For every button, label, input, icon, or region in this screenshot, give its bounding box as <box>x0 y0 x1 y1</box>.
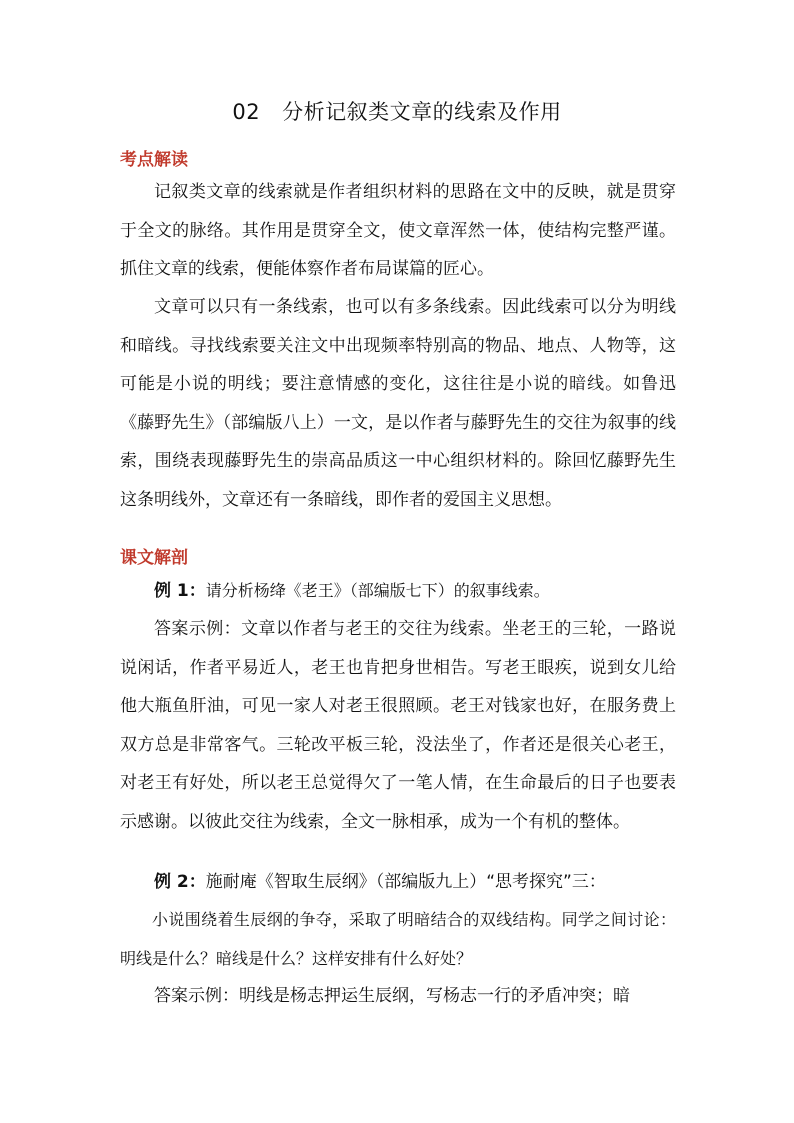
answer-1: 答案示例：文章以作者与老王的交往为线索。坐老王的三轮，一路说说闲话，作者平易近人，老王也肯把身世相告。写老王眼疾，说到女儿给他大瓶鱼肝油，可见一家人对老王很照顾。老王对钱家也好，在服务费上双方总是非常客气。三轮改平板三轮，没法坐了，作者还是很关心老王，对老王有好处，所以老王总觉得欠了一笔人情，在生命最后的日子也要表示感谢。以彼此交往为线索，全文一脉相承，成为一个有机的整体。 <box>120 619 676 832</box>
example-2-label: 例 2： <box>154 872 206 892</box>
section-heading-kewen: 课文解剖 <box>120 548 188 568</box>
example-1-label: 例 1： <box>154 581 206 601</box>
title-number: 02 <box>232 100 261 124</box>
title-text: 分析记叙类文章的线索及作用 <box>282 100 562 124</box>
paragraph-clue-types: 文章可以只有一条线索，也可以有多条线索。因此线索可以分为明线和暗线。寻找线索要关注文中出现频率特别高的物品、地点、人物等，这可能是小说的明线；要注意情感的变化，这往往是小说的暗线。如鲁迅《藤野先生》（部编版八上）一文，是以作者与藤野先生的交往为叙事的线索，围绕表现藤野先生的崇高品质这一中心组织材料的。除回忆藤野先生这条明线外，文章还有一条暗线，即作者的爱国主义思想。 <box>120 297 676 510</box>
answer-2: 答案示例：明线是杨志押运生辰纲，写杨志一行的矛盾冲突；暗 <box>154 986 630 1006</box>
example-2 <box>120 863 676 902</box>
example-1-question: 请分析杨绛《老王》（部编版七下）的叙事线索。 <box>205 581 550 600</box>
example-2-question: 小说围绕着生辰纲的争夺，采取了明暗结合的双线结构。同学之间讨论：明线是什么？暗线是什么？这样安排有什么好处？ <box>120 910 676 968</box>
section-heading-kaodian: 考点解读 <box>120 150 188 170</box>
example-2-title: 施耐庵《智取生辰纲》（部编版九上）“思考探究”三： <box>205 872 606 892</box>
paragraph-clue-definition: 记叙类文章的线索就是作者组织材料的思路在文中的反映，就是贯穿于全文的脉络。其作用是贯穿全文，使文章浑然一体，使结构完整严谨。抓住文章的线索，便能体察作者布局谋篇的匠心。 <box>120 182 676 279</box>
example-1 <box>120 572 676 611</box>
page-title <box>0 96 794 126</box>
